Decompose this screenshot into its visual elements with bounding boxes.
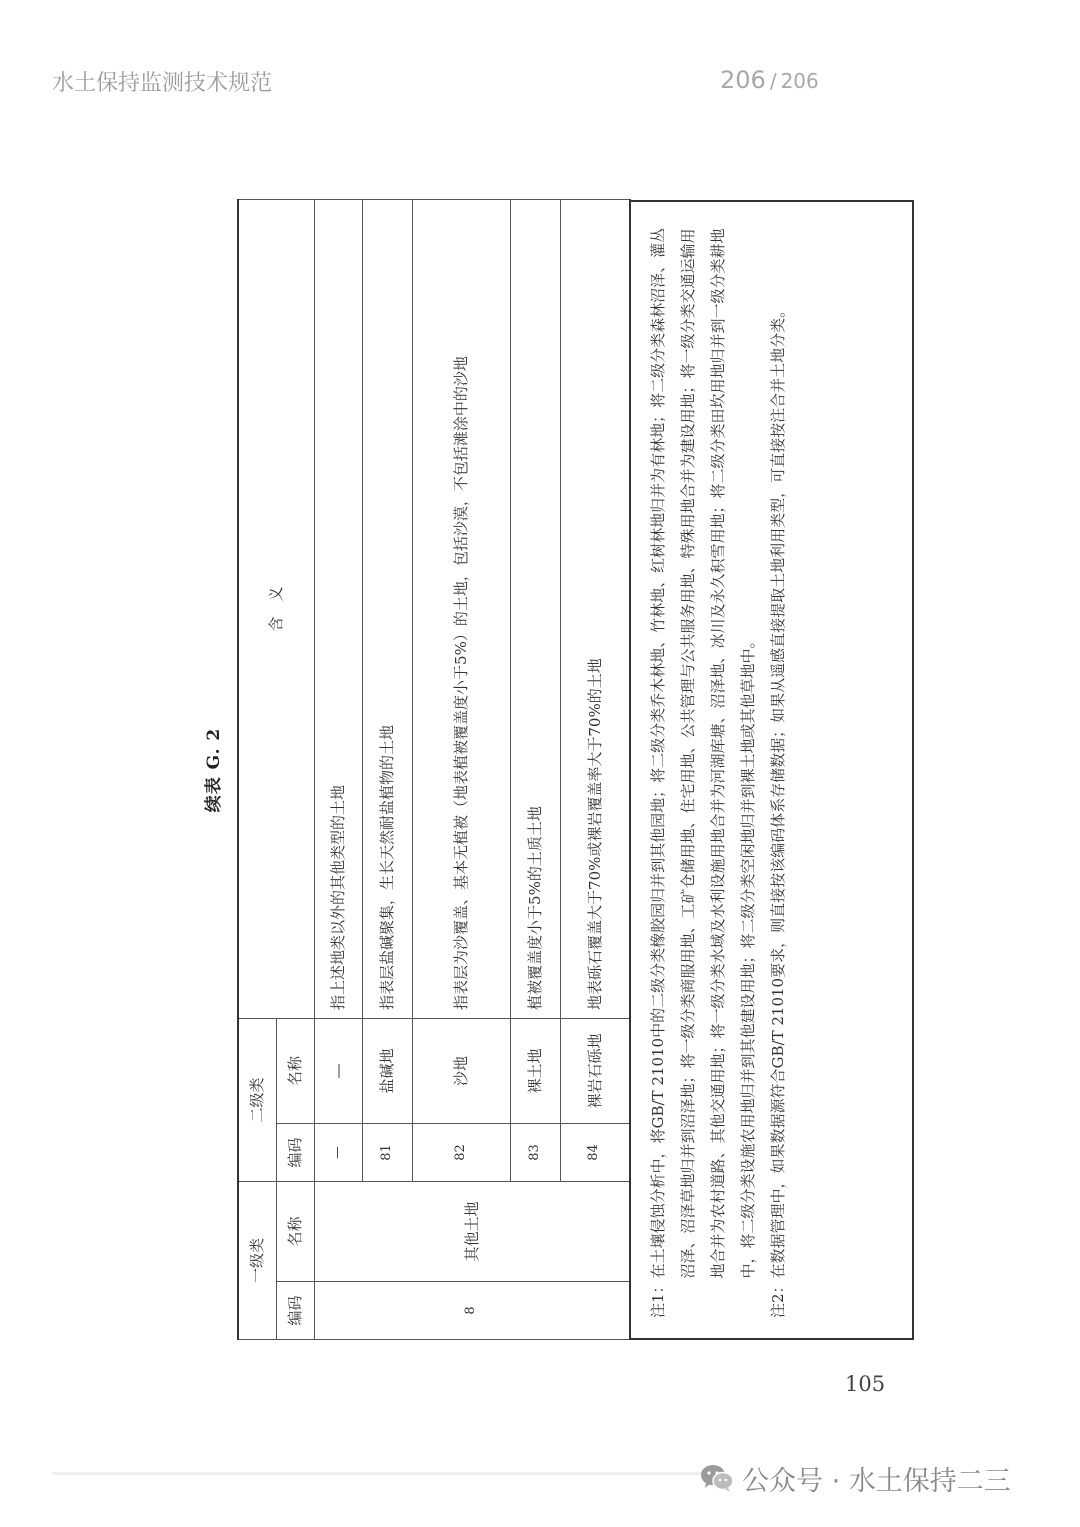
row-code: 81 bbox=[362, 1123, 412, 1181]
note-1 bbox=[643, 224, 763, 1318]
note-2 bbox=[763, 224, 793, 1318]
wechat-icon bbox=[700, 1463, 734, 1493]
table-caption: 续表 G. 2 bbox=[204, 727, 224, 813]
table-row bbox=[510, 199, 560, 1339]
rotated-table-page bbox=[204, 200, 914, 1340]
row-meaning: 指表层盐碱聚集，生长天然耐盐植物的土地 bbox=[362, 199, 412, 1018]
row-name: — bbox=[314, 1018, 362, 1123]
note-text: 在数据管理中，如果数据源符合GB/T 21010要求，则直接按该编码体系存储数据；如果从遥感直接提取土地利用类型，可直接按注合并土地分类。 bbox=[769, 302, 787, 1279]
table-notes bbox=[629, 200, 914, 1340]
row-code: 83 bbox=[510, 1123, 560, 1181]
row-name: 盐碱地 bbox=[362, 1018, 412, 1123]
header-level2-name: 名称 bbox=[276, 1018, 314, 1123]
table-row bbox=[560, 199, 630, 1339]
level1-code-cell: 8 bbox=[314, 1282, 630, 1340]
note-label: 注2： bbox=[769, 1278, 787, 1318]
header-level1: 一级类 bbox=[238, 1181, 276, 1339]
header-level2: 二级类 bbox=[238, 1018, 276, 1181]
brand-text: 公众号 · 水土保持二三 bbox=[742, 1465, 1011, 1497]
row-code: — bbox=[314, 1123, 362, 1181]
row-meaning: 指上述地类以外的其他类型的土地 bbox=[314, 199, 362, 1018]
table-row bbox=[314, 199, 362, 1339]
page-separator: / bbox=[769, 69, 777, 93]
footer-divider bbox=[52, 1472, 702, 1475]
page-number: 105 bbox=[845, 1372, 886, 1396]
note-label: 注1： bbox=[649, 1278, 667, 1318]
header-level1-code: 编码 bbox=[276, 1282, 314, 1340]
row-meaning: 指表层为沙覆盖、基本无植被（地表植被覆盖度小于5%）的土地，包括沙漠，不包括滩涂中的沙地 bbox=[412, 199, 510, 1018]
row-code: 82 bbox=[412, 1123, 510, 1181]
total-pages: 206 bbox=[780, 69, 819, 93]
land-use-table bbox=[237, 199, 631, 1340]
header-meaning: 含 义 bbox=[238, 199, 314, 1018]
row-name: 沙地 bbox=[412, 1018, 510, 1123]
row-meaning: 地表砾石覆盖大于70%或裸岩覆盖率大于70%的土地 bbox=[560, 199, 630, 1018]
header-row-1 bbox=[238, 199, 276, 1339]
header-level1-name: 名称 bbox=[276, 1181, 314, 1281]
row-name: 裸土地 bbox=[510, 1018, 560, 1123]
row-name: 裸岩石砾地 bbox=[560, 1018, 630, 1123]
row-code: 84 bbox=[560, 1123, 630, 1181]
header-level2-code: 编码 bbox=[276, 1123, 314, 1181]
document-title: 水土保持监测技术规范 bbox=[52, 71, 273, 96]
note-text: 在土壤侵蚀分析中，将GB/T 21010中的二级分类橡胶园归并到其他园地；将二级分类乔木林地、竹林地、红树林地归并为有林地；将二级分类森林沼泽、灌丛沼泽、沼泽草地归并到沼泽地；将一级分类商服用地、工矿仓储用地、住宅用地、公共管理与公共服务用地、特殊用地合并为建设用地；将一级分类交通运输用地合并为农村道路、其他交通用地；将一级分类水域及水利设施用地合并为河湖库塘、沼泽地、冰川及永久积雪用地；将二级分类田坎用地归并到一级分类耕地中，将二级分类设施农用地归并到其他建设用地；将二级分类空闲地归并到裸土地或其他草地中。 bbox=[649, 227, 757, 1279]
current-page: 206 bbox=[720, 66, 766, 94]
row-meaning: 植被覆盖度小于5%的土质土地 bbox=[510, 199, 560, 1018]
level1-name-cell: 其他土地 bbox=[314, 1181, 630, 1281]
footer-brand bbox=[700, 1458, 1011, 1498]
table-row bbox=[362, 199, 412, 1339]
page-counter bbox=[720, 66, 819, 94]
table-row bbox=[412, 199, 510, 1339]
